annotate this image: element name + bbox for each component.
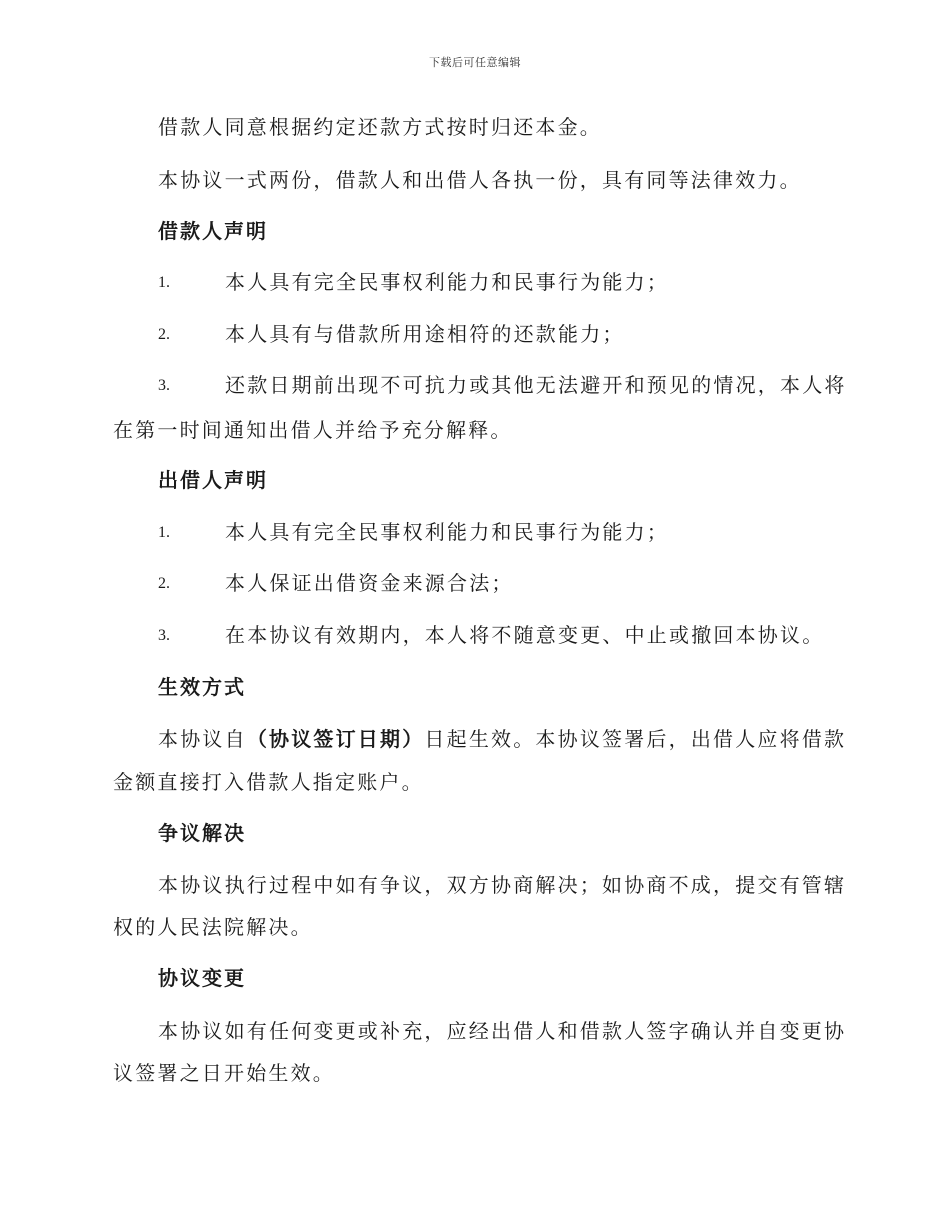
borrower-item-3-number: 3. — [158, 377, 170, 394]
lender-item-2-text: 本人保证出借资金来源合法； — [225, 571, 514, 595]
borrower-item-1-text: 本人具有完全民事权利能力和民事行为能力； — [225, 270, 669, 294]
effectiveness-text-post: 日起生效。本协议签署后，出借人应将借款 — [424, 727, 847, 751]
paragraph-change-line-1: 本协议如有任何变更或补充，应经出借人和借款人签字确认并自变更协 — [158, 1019, 847, 1043]
borrower-item-3-text: 还款日期前出现不可抗力或其他无法避开和预见的情况，本人将 — [225, 373, 847, 397]
lender-item-1-text: 本人具有完全民事权利能力和民事行为能力； — [225, 520, 669, 544]
heading-agreement-change: 协议变更 — [158, 966, 246, 990]
borrower-item-3-continuation: 在第一时间通知出借人并给予充分解释。 — [113, 418, 513, 442]
paragraph-change-line-2: 议签署之日开始生效。 — [113, 1061, 335, 1085]
paragraph-copies: 本协议一式两份，借款人和出借人各执一份，具有同等法律效力。 — [158, 168, 802, 192]
lender-item-2-number: 2. — [158, 575, 170, 592]
heading-borrower-statement: 借款人声明 — [158, 219, 268, 243]
effectiveness-text-pre: 本协议自 — [158, 727, 247, 751]
page-header: 下载后可任意编辑 — [429, 56, 521, 69]
heading-effectiveness: 生效方式 — [158, 675, 246, 699]
borrower-item-2-number: 2. — [158, 326, 170, 343]
lender-item-3-text: 在本协议有效期内，本人将不随意变更、中止或撤回本协议。 — [225, 623, 825, 647]
lender-item-3-number: 3. — [158, 627, 170, 644]
paragraph-effectiveness — [158, 729, 846, 749]
heading-dispute-resolution: 争议解决 — [158, 821, 246, 845]
borrower-item-1-number: 1. — [158, 274, 170, 291]
paragraph-dispute-line-2: 权的人民法院解决。 — [113, 915, 313, 939]
paragraph-effectiveness-continuation: 金额直接打入借款人指定账户。 — [113, 770, 424, 794]
borrower-item-2-text: 本人具有与借款所用途相符的还款能力； — [225, 322, 625, 346]
paragraph-repayment: 借款人同意根据约定还款方式按时归还本金。 — [158, 115, 602, 139]
lender-item-1-number: 1. — [158, 524, 170, 541]
signing-date-placeholder: （协议签订日期） — [246, 727, 425, 751]
heading-lender-statement: 出借人声明 — [158, 468, 268, 492]
paragraph-dispute-line-1: 本协议执行过程中如有争议，双方协商解决；如协商不成，提交有管辖 — [158, 873, 847, 897]
